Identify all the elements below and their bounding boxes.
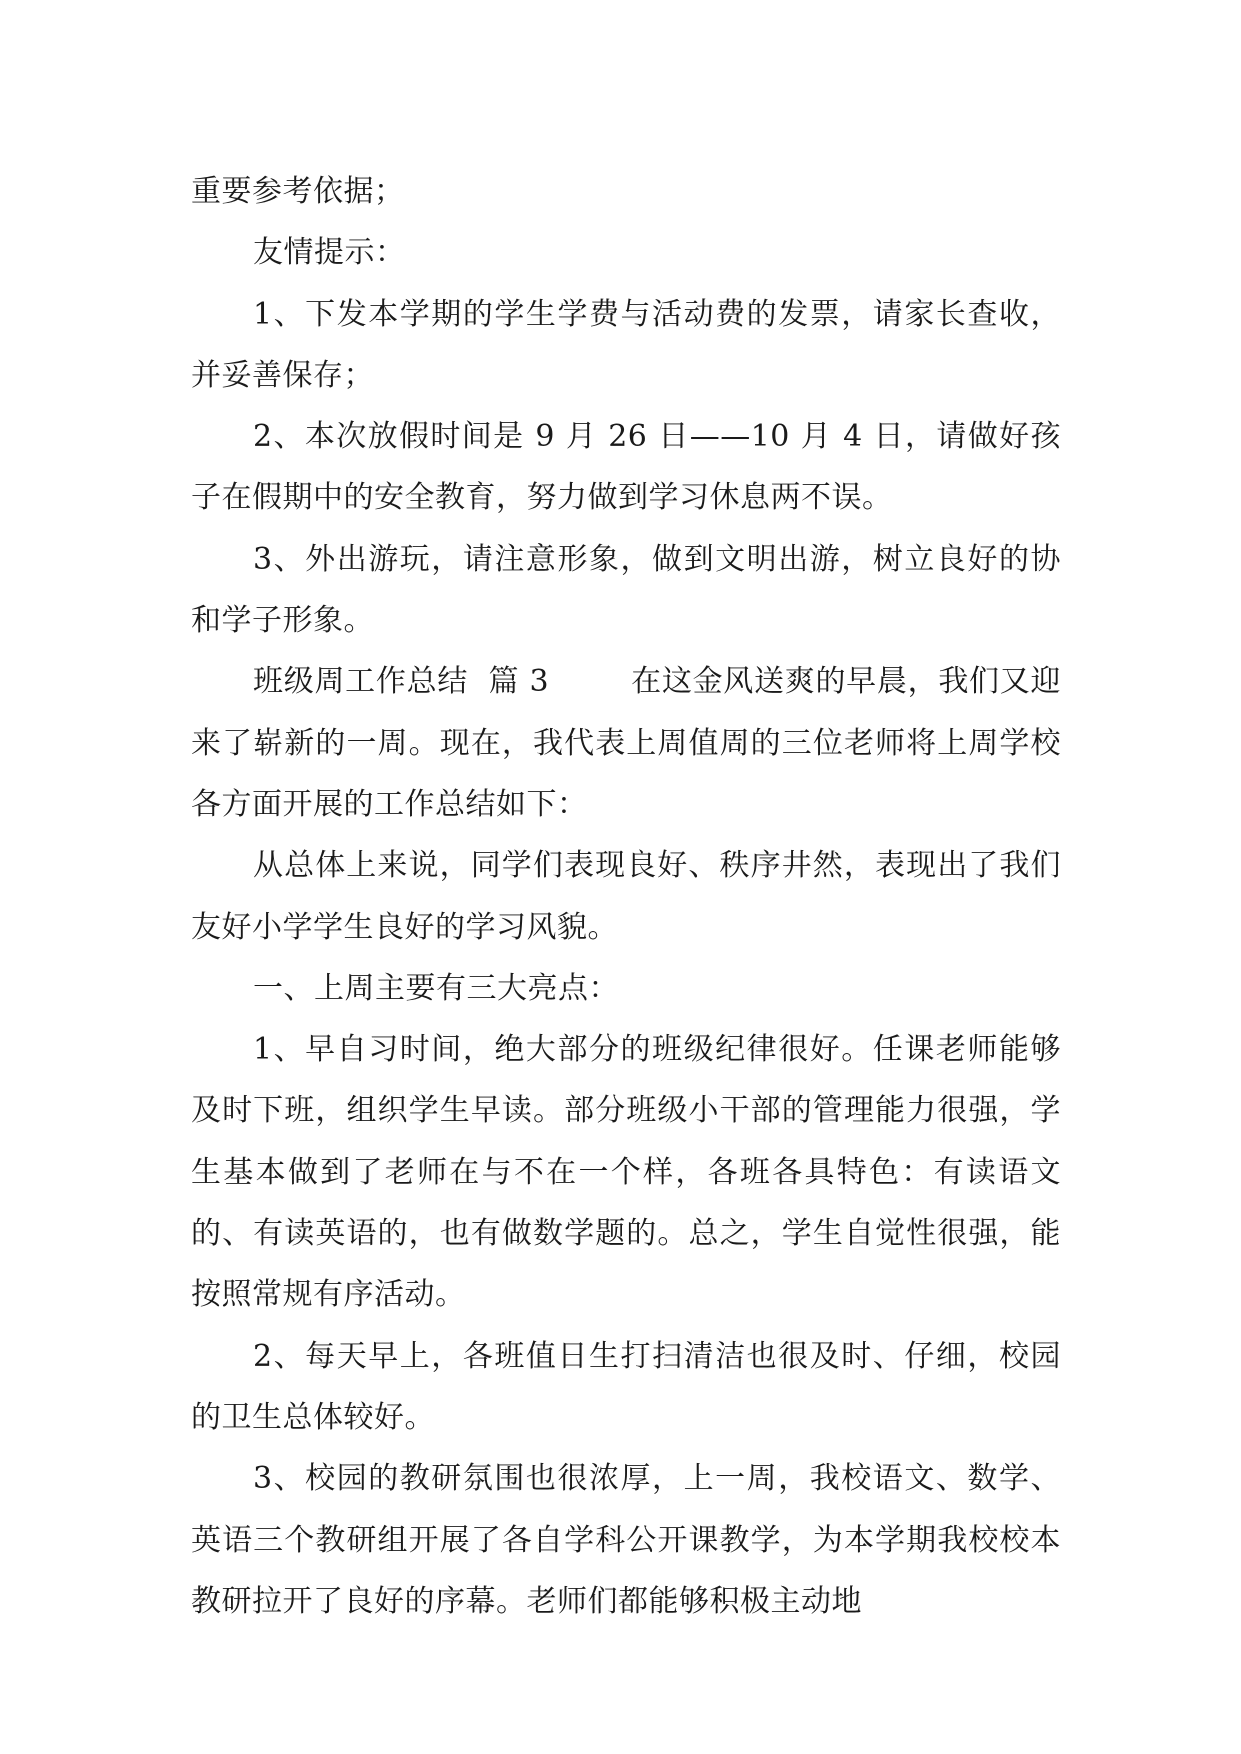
paragraph-6: 班级周工作总结 篇 3 在这金风送爽的早晨，我们又迎来了崭新的一周。现在，我代表上周值周的三位老师将上周学校各方面开展的工作总结如下： [191,664,1061,822]
paragraph-7: 从总体上来说，同学们表现良好、秩序井然，表现出了我们友好小学学生良好的学习风貌。 [191,848,1061,945]
document-body [191,161,1061,1632]
paragraph-11: 3、校园的教研氛围也很浓厚，上一周，我校语文、数学、英语三个教研组开展了各自学科公开课教学，为本学期我校校本教研拉开了良好的序幕。老师们都能够积极主动地 [191,1461,1061,1619]
paragraph-1: 重要参考依据； [191,174,405,209]
paragraph-5: 3、外出游玩，请注意形象，做到文明出游，树立良好的协和学子形象。 [191,541,1061,639]
paragraph-9: 1、早自习时间，绝大部分的班级纪律很好。任课老师能够及时下班，组织学生早读。部分班级小干部的管理能力很强，学生基本做到了老师在与不在一个样，各班各具特色：有读语文的、有读英语的，也有做数学题的。总之，学生自觉性很强，能按照常规有序活动。 [191,1032,1061,1313]
paragraph-3: 1、下发本学期的学生学费与活动费的发票，请家长查收，并妥善保存； [191,296,1061,393]
paragraph-10: 2、每天早上，各班值日生打扫清洁也很及时、仔细，校园的卫生总体较好。 [191,1338,1061,1435]
paragraph-2: 友情提示： [253,235,406,271]
paragraph-8: 一、上周主要有三大亮点： [253,970,619,1006]
paragraph-4: 2、本次放假时间是 9 月 26 日——10 月 4 日，请做好孩子在假期中的安全教育，努力做到学习休息两不误。 [191,419,1061,516]
